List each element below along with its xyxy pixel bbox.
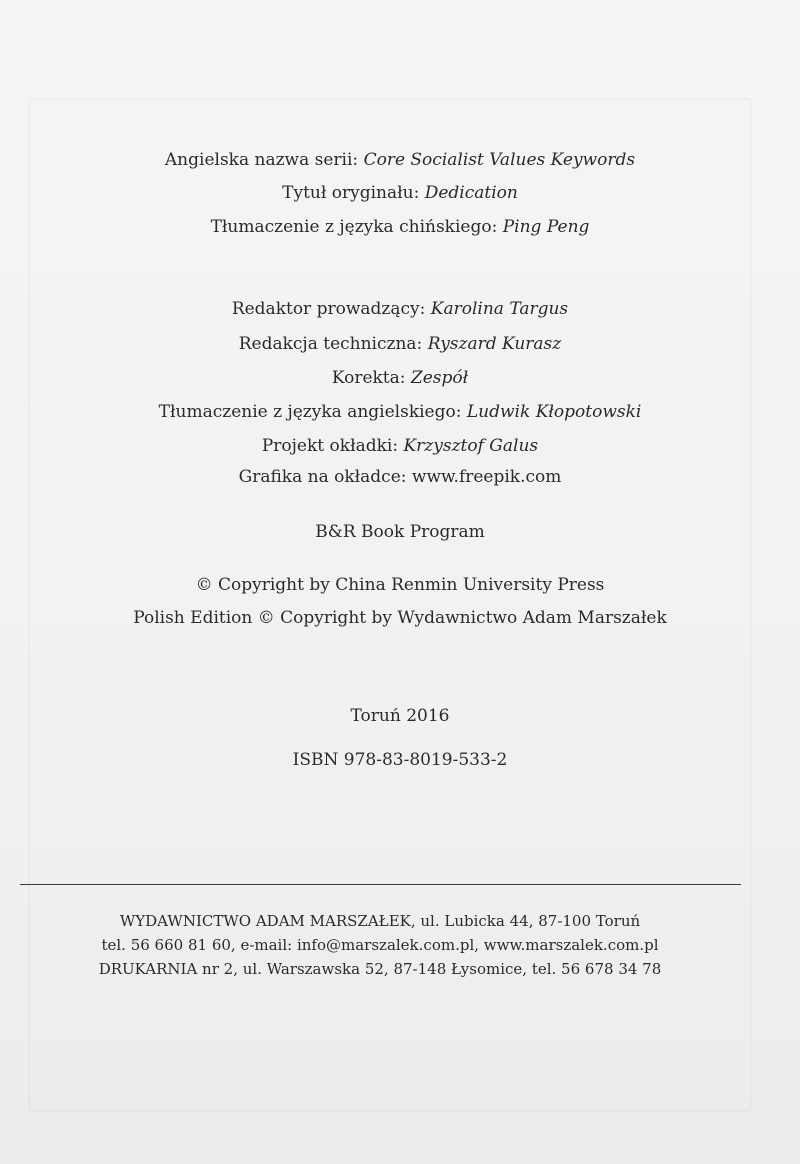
technical-editing-label: Redakcja techniczna:: [238, 334, 423, 354]
translation-chinese-label: Tłumaczenie z języka chińskiego:: [210, 217, 498, 237]
translation-chinese-line: [0, 216, 800, 238]
technical-editing-value: Ryszard Kurasz: [427, 334, 562, 354]
cover-design-line: [0, 435, 800, 457]
cover-design-label: Projekt okładki:: [261, 436, 399, 456]
technical-editing-line: [0, 333, 800, 355]
publisher-line-3: DRUKARNIA nr 2, ul. Warszawska 52, 87-148 Łysomice, tel. 56 678 34 78: [98, 960, 662, 978]
translation-english-line: [0, 401, 800, 423]
original-title-line: [0, 182, 800, 204]
copyright-line-1: © Copyright by China Renmin University Press: [195, 575, 605, 595]
proofreading-line: [0, 367, 800, 389]
translation-english-value: Ludwik Kłopotowski: [466, 402, 642, 422]
proofreading-value: Zespół: [410, 368, 469, 388]
publisher-line-1: WYDAWNICTWO ADAM MARSZAŁEK, ul. Lubicka 44, 87-100 Toruń: [119, 912, 641, 930]
publisher-line-2: tel. 56 660 81 60, e-mail: info@marszalek.com.pl, www.marszalek.com.pl: [101, 936, 659, 954]
series-label: Angielska nazwa serii:: [164, 150, 359, 170]
lead-editor-value: Karolina Targus: [430, 299, 569, 319]
book-program: B&R Book Program: [315, 522, 485, 542]
series-line: [0, 149, 800, 171]
series-value: Core Socialist Values Keywords: [363, 150, 636, 170]
cover-graphics-value: www.freepik.com: [411, 467, 562, 487]
cover-graphics-line: [0, 466, 800, 488]
cover-design-value: Krzysztof Galus: [403, 436, 539, 456]
translation-english-label: Tłumaczenie z języka angielskiego:: [158, 402, 462, 422]
copyright-line-2: Polish Edition © Copyright by Wydawnictwo Adam Marszałek: [133, 608, 667, 628]
proofreading-label: Korekta:: [331, 368, 406, 388]
translation-chinese-value: Ping Peng: [502, 217, 590, 237]
place-year: Toruń 2016: [350, 706, 450, 726]
original-title-value: Dedication: [424, 183, 518, 203]
isbn: ISBN 978-83-8019-533-2: [292, 750, 508, 770]
original-title-label: Tytuł oryginału:: [282, 183, 420, 203]
footer-divider: [20, 884, 741, 885]
lead-editor-line: [0, 298, 800, 320]
cover-graphics-label: Grafika na okładce:: [238, 467, 407, 487]
lead-editor-label: Redaktor prowadzący:: [231, 299, 426, 319]
